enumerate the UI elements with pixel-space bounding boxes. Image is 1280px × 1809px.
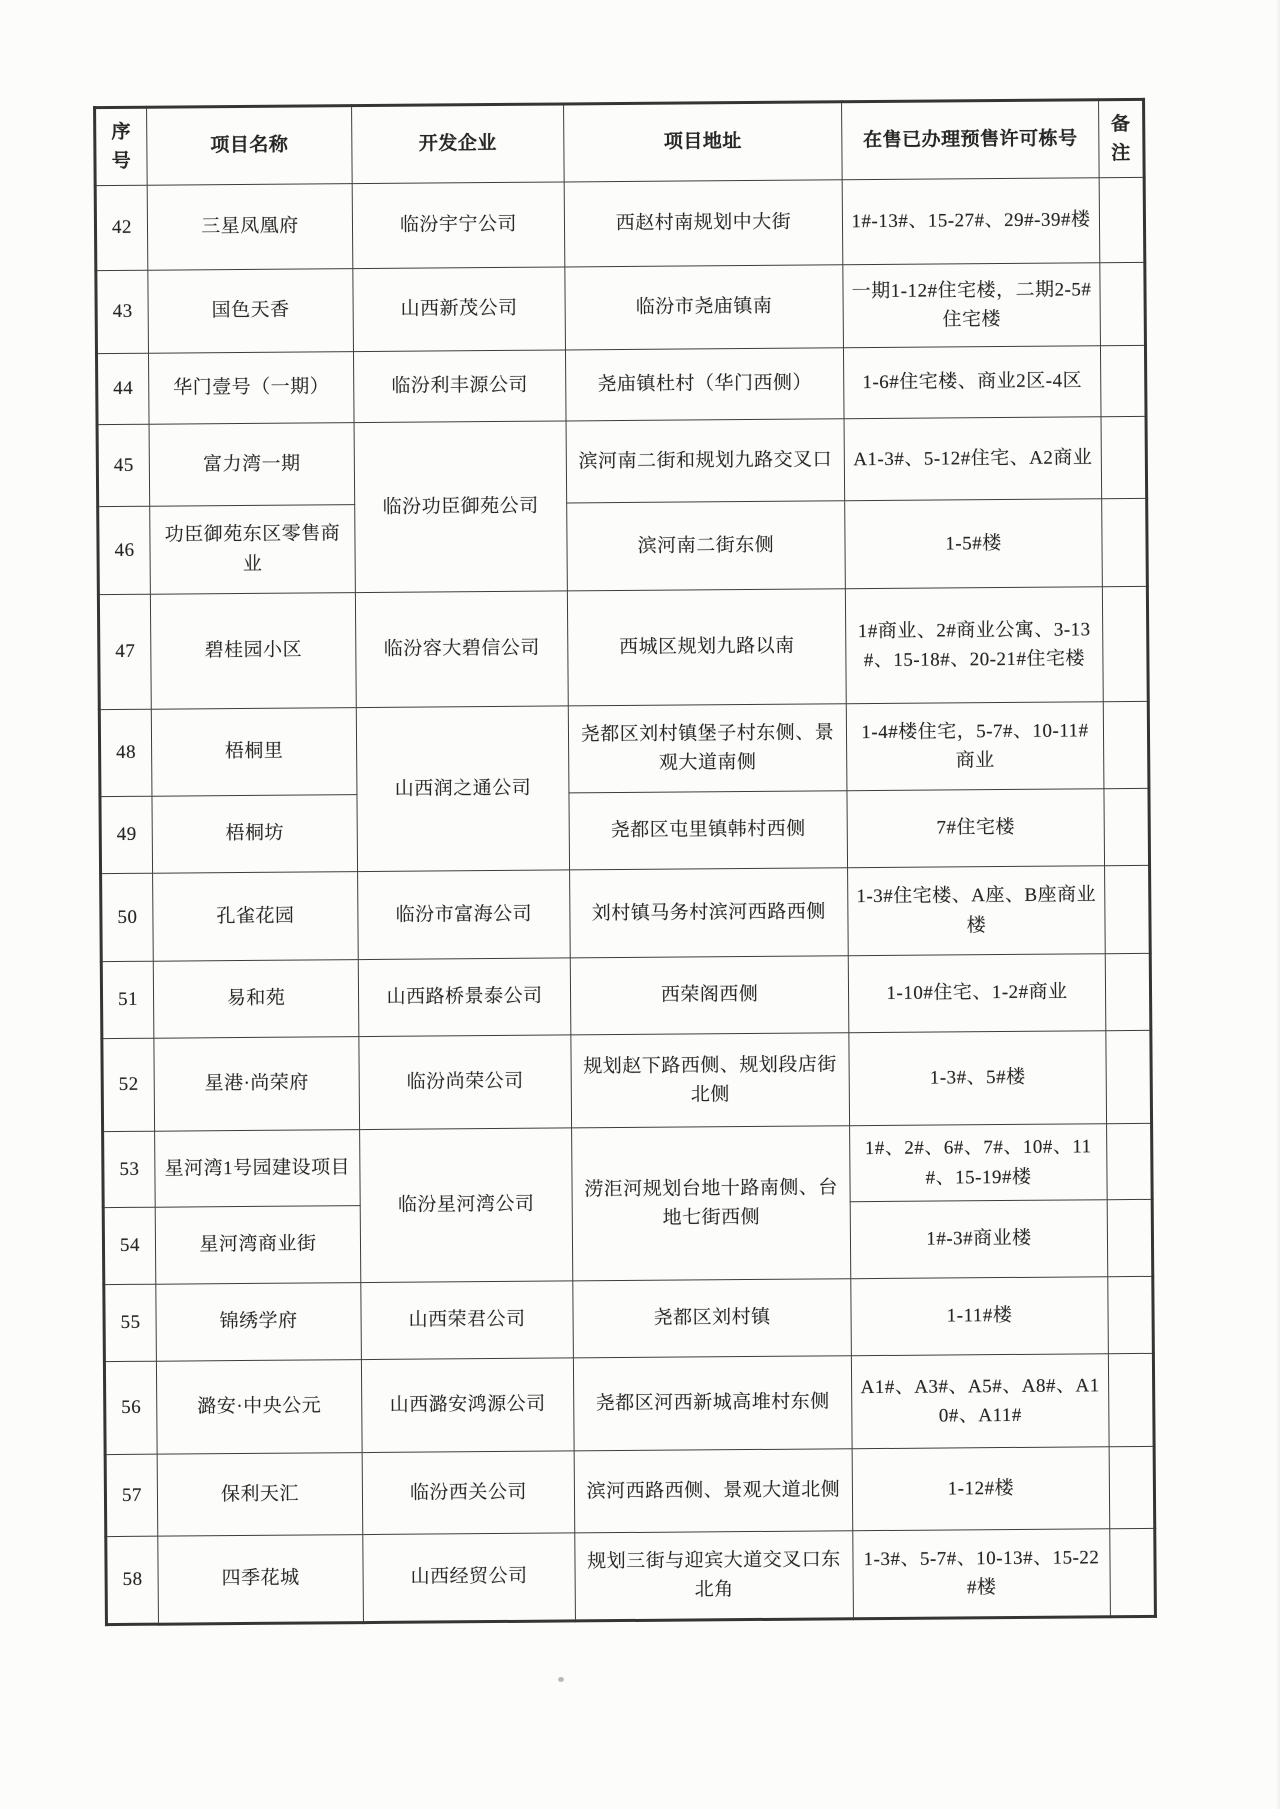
cell-address: 尧都区屯里镇韩村西侧 [569,791,848,870]
cell-project-name: 星河湾商业街 [155,1206,361,1285]
header-no: 序号 [95,107,148,185]
table-header [95,99,1145,185]
cell-project-name: 锦绣学府 [156,1283,362,1362]
cell-address: 滨河南二街东侧 [567,501,846,591]
cell-remark [1110,1528,1156,1616]
cell-remark [1108,1353,1154,1446]
cell-permits: 1-6#住宅楼、商业2区-4区 [843,346,1101,419]
table-row [104,1276,1154,1361]
cell-project-name: 梧桐里 [151,708,357,797]
cell-address: 西荣阁西侧 [570,956,849,1035]
cell-permits: 1#-13#、15-27#、29#-39#楼 [842,178,1100,265]
cell-permits: 1-10#住宅、1-2#商业 [848,954,1106,1033]
cell-developer: 山西荣君公司 [361,1281,574,1360]
table-row [103,1123,1153,1207]
table-row [106,1528,1156,1624]
table-row [98,498,1148,594]
scan-edge-shade [1276,0,1280,1809]
cell-no: 47 [98,594,151,709]
cell-permits: 1-3#、5-7#、10-13#、15-22#楼 [853,1529,1111,1619]
cell-no: 53 [103,1131,156,1207]
cell-remark [1105,953,1151,1030]
cell-project-name: 碧桂园小区 [150,593,356,710]
cell-project-name: 华门壹号（一期） [148,352,354,425]
cell-remark [1101,416,1147,498]
table-row [98,586,1148,709]
cell-remark [1099,177,1145,262]
cell-no: 57 [105,1454,158,1536]
header-address: 项目地址 [564,102,843,182]
header-remark: 备注 [1099,99,1145,177]
header-row [95,99,1145,185]
cell-address: 规划三街与迎宾大道交叉口东北角 [575,1531,854,1621]
cell-no: 43 [96,270,149,353]
table-row [104,1353,1154,1454]
table-row [100,788,1150,873]
presale-permit-table [93,98,1157,1626]
cell-permits: 1#商业、2#商业公寓、3-13#、15-18#、20-21#住宅楼 [845,587,1103,704]
cell-permits: 1-3#、5#楼 [849,1031,1107,1126]
cell-developer: 山西路桥景泰公司 [358,958,571,1037]
cell-developer: 山西潞安鸿源公司 [361,1358,574,1453]
cell-developer: 山西经贸公司 [363,1533,576,1623]
cell-project-name: 星河湾1号园建设项目 [155,1130,361,1208]
cell-developer: 临汾功臣御苑公司 [354,421,567,593]
cell-developer: 临汾利丰源公司 [353,350,566,423]
cell-project-name: 孔雀花园 [153,872,359,962]
table-row [101,865,1151,961]
cell-no: 45 [97,424,150,506]
cell-permits: 1#-3#商业楼 [850,1200,1108,1279]
cell-remark [1107,1123,1153,1199]
scan-speck [558,1677,564,1682]
table-row [96,345,1146,424]
cell-permits: A1#、A3#、A5#、A8#、A10#、A11# [851,1354,1109,1449]
cell-no: 55 [104,1284,157,1361]
cell-address: 滨河南二街和规划九路交叉口 [566,419,845,503]
header-developer: 开发企业 [352,104,565,184]
table-row [96,262,1146,353]
cell-no: 52 [102,1038,155,1131]
cell-no: 48 [99,709,152,796]
cell-project-name: 四季花城 [158,1535,364,1625]
cell-no: 56 [104,1361,157,1454]
cell-developer: 临汾西关公司 [362,1451,575,1535]
cell-address: 规划赵下路西侧、规划段店街北侧 [571,1033,850,1128]
cell-project-name: 三星凤凰府 [147,184,353,271]
cell-address: 滨河西路西侧、景观大道北侧 [574,1449,853,1533]
cell-no: 54 [103,1207,156,1284]
cell-remark [1105,865,1151,953]
cell-project-name: 易和苑 [153,960,359,1039]
table-row [97,416,1147,506]
cell-remark [1103,701,1149,788]
table-row [105,1446,1155,1536]
cell-address: 尧都区刘村镇 [573,1279,852,1358]
header-permits: 在售已办理预售许可栋号 [842,100,1100,180]
cell-permits: 1#、2#、6#、7#、10#、11#、15-19#楼 [850,1124,1108,1202]
cell-address: 涝洰河规划台地十路南侧、台地七街西侧 [572,1126,851,1281]
cell-remark [1104,788,1150,865]
cell-developer: 临汾市富海公司 [358,870,571,960]
cell-permits: 1-5#楼 [845,499,1103,589]
cell-address: 尧都区刘村镇堡子村东侧、景观大道南侧 [568,704,847,793]
cell-remark [1102,498,1148,586]
cell-project-name: 星港·尚荣府 [154,1037,360,1132]
presale-permit-table-wrap [93,98,1156,1626]
header-name: 项目名称 [147,106,353,186]
cell-permits: 7#住宅楼 [847,789,1105,868]
cell-project-name: 潞安·中央公元 [156,1360,362,1455]
cell-address: 尧庙镇杜村（华门西侧） [565,348,844,421]
table-row [102,1030,1152,1131]
cell-permits: 一期1-12#住宅楼，二期2-5#住宅楼 [843,263,1101,348]
table-row [95,177,1145,270]
cell-address: 西城区规划九路以南 [567,589,846,706]
cell-remark [1107,1199,1153,1276]
cell-permits: 1-3#住宅楼、A座、B座商业楼 [848,866,1106,956]
cell-developer: 临汾宇宁公司 [352,182,565,269]
cell-permits: 1-12#楼 [852,1447,1110,1531]
cell-remark [1109,1446,1155,1528]
cell-no: 49 [100,796,153,873]
cell-developer: 临汾星河湾公司 [360,1128,573,1283]
cell-remark [1100,262,1146,345]
cell-project-name: 国色天香 [148,269,354,354]
cell-no: 51 [101,961,154,1038]
cell-remark [1106,1030,1152,1123]
table-row [101,953,1151,1038]
cell-developer: 临汾尚荣公司 [359,1035,572,1130]
cell-developer: 山西新茂公司 [353,267,566,352]
cell-address: 尧都区河西新城高堆村东侧 [573,1356,852,1451]
cell-developer: 临汾容大碧信公司 [355,591,568,708]
cell-project-name: 功臣御苑东区零售商业 [150,505,356,595]
cell-no: 42 [95,185,148,270]
cell-developer: 山西润之通公司 [356,706,569,872]
cell-permits: A1-3#、5-12#住宅、A2商业 [844,417,1102,501]
cell-permits: 1-4#楼住宅，5-7#、10-11#商业 [846,702,1104,791]
cell-address: 临汾市尧庙镇南 [565,265,844,350]
cell-no: 46 [98,506,151,594]
cell-remark [1102,586,1148,701]
table-row [99,701,1149,796]
cell-remark [1108,1276,1154,1353]
cell-address: 刘村镇马务村滨河西路西侧 [570,868,849,958]
cell-no: 58 [106,1536,159,1624]
cell-address: 西赵村南规划中大街 [564,180,843,267]
cell-no: 44 [96,353,149,424]
cell-project-name: 富力湾一期 [149,423,355,507]
cell-project-name: 梧桐坊 [152,795,358,874]
cell-remark [1100,345,1146,416]
cell-no: 50 [101,873,154,961]
cell-project-name: 保利天汇 [157,1453,363,1537]
table-body [95,177,1155,1624]
cell-permits: 1-11#楼 [851,1277,1109,1356]
